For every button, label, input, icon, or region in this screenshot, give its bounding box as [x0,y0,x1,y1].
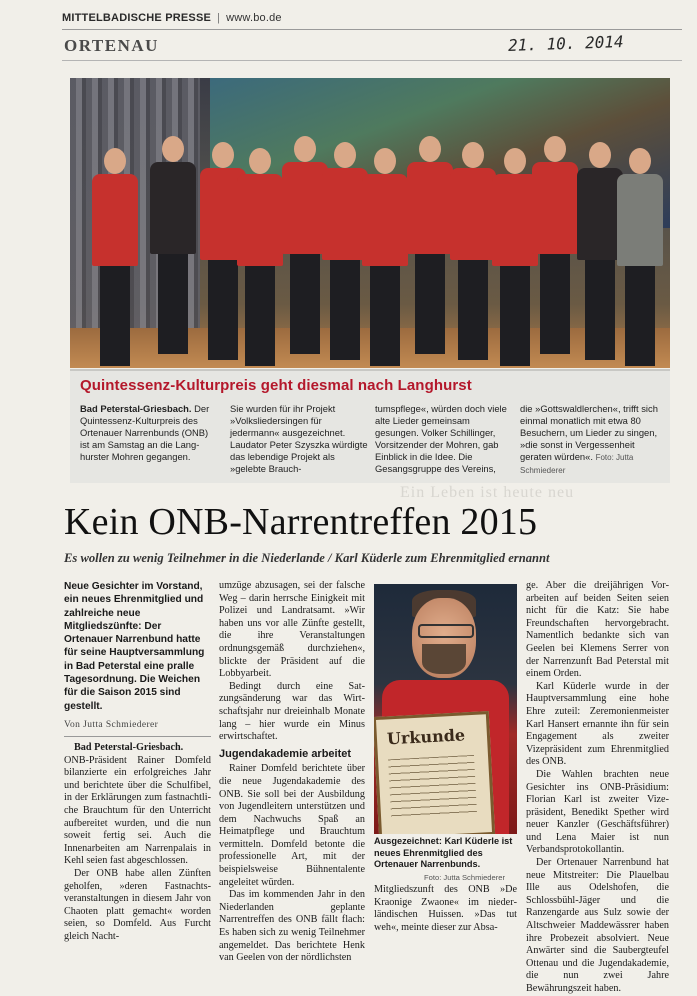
caption-column-1 [80,403,220,463]
person-legs [330,260,360,360]
bleed-through-text: Ein Leben ist heute neu [400,484,575,501]
certificate [374,711,495,834]
person-head [249,148,271,174]
masthead-separator: | [217,12,221,24]
person-legs [100,266,130,366]
caption-column-2: Sie wurden für ihr Projekt »Volksliedersingen für jedermann« ausgezeichnet. Laudator Peter Szyszka würdigte das lebendige Projekt als »gelebte Brauch- [230,403,368,475]
article-lead: Neue Gesichter im Vorstand, ein neues Ehrenmitglied und zahlreiche neue Mitgliedszünfte: Der Ortenauer Narrenbund hatte für seine Hauptversammlung in Bad Peterstal eine pralle Tagesordnung. Die Weichen für die Saison 2015 sind gestellt. [64,581,205,712]
article-subheading: Jugendakademie arbeitet [219,747,352,760]
person-legs [458,260,488,360]
handwritten-date: 21. 10. 2014 [507,31,624,56]
portrait-glasses [418,624,474,638]
certificate-text-lines [388,755,477,819]
person-legs [415,254,445,354]
caption-dateline: Bad Peterstal-Griesbach. [80,403,192,414]
caption-column-3: tumspflege«, würden doch viele alte Lieder gemeinsam gesungen. Volker Schillinger, Vorsitzender der Mohren, gab Einblick in die Idee. Die Gesangsgruppe des Vereins, [375,403,507,475]
caption-text-4: die »Gottswaldlerchen«, trifft sich einmal monatlich mit etwa 80 Besuchern, um Lieder zu singen, »die sonst in Vergessenheit geraten würden«. [520,403,658,463]
article-column-3 [374,884,517,934]
group-photo [70,78,670,368]
person-head [544,136,566,162]
person-head [589,142,611,168]
article-column-4 [526,580,669,996]
paragraph: Der Ortenauer Narrenbund hat neue Mitstreiter: Die Plauelbau Ille aus Odelshofen, die Schlossbühl-Jäger und die Ranzengarde aus Sulz sowie der Altschweier Maddewässrer haben ihre Probezeit absolviert. Neue Anwärter sind die Saubergteufel Ottenau und die Jugendakademie, die nun zwei Jahre Bewährungszeit haben. [526,857,669,994]
article-dateline: Bad Peterstal-Griesbach. [74,742,184,753]
paragraph: Mitgliedszunft des ONB »De Kraonige Zwaone« im niederländischen Huissen. »Das tut weh«, meinte dieser zur Absa- [374,884,517,933]
paragraph: ONB-Präsident Rainer Domfeld bilanzierte ein erfolgreiches Jahr und berichtete über die Schulfibel, in der Erklärungen zum fastnachtliche Brauchtum für den Unterricht aufbereitet wurden, und die nun soweit fertig sei. Auch die Innenarbeiten am Narrenpalais in Kehl seien fast abgeschlossen. [64,754,211,867]
paragraph: Der ONB habe allen Zünften geholfen, »deren Fastnachtsveranstaltungen in diesem Jahr von Chaoten platt gemacht« worden seien, so Domfeld. Aus Furcht gleich Nacht- [64,867,211,942]
person-head [419,136,441,162]
person-body [150,162,196,254]
person-legs [158,254,188,354]
newspaper-name: MITTELBADISCHE PRESSE [62,12,212,24]
person-head [504,148,526,174]
person-body [237,174,283,266]
paragraph: Karl Küderle wurde in der Hauptversammlung eine hohe Ehre zuteil: Zeremonienmeister Karl Hansert ernannte ihn für sein Engagement als zweiter Vizepräsident zum Ehrenmitglied des ONB. [526,680,669,768]
masthead-rule [62,29,682,30]
person-head [334,142,356,168]
person-body [92,174,138,266]
portrait-photo-credit: Foto: Jutta Schmiederer [424,873,506,882]
person-legs [625,266,655,366]
person-legs [370,266,400,366]
person-head [294,136,316,162]
portrait-beard [422,644,466,674]
article-column-1 [64,742,211,944]
article-column-2 [219,580,365,965]
paragraph: umzüge abzusagen, sei der falsche Weg – darin herrsche Einigkeit mit Polizei und Landratsamt. »Wir haben uns vor alle Zünfte gestellt, die ihre Veranstaltungen ordnungsgemäß durchziehen«, blickte der Präsident auf die Lobbyarbeit. [219,580,365,680]
paragraph: Das im kommenden Jahr in den Niederlanden geplante Narrentreffen des ONB fällt flach: Es haben sich zu wenig Teilnehmer angemeldet. Das berichtete Henk van Geelen von der nördlichsten [219,889,365,964]
article-subheadline: Es wollen zu wenig Teilnehmer in die Niederlande / Karl Küderle zum Ehrenmitglied ernannt [64,551,550,565]
certificate-title: Urkunde [386,725,466,749]
photo-caption-box [70,369,670,483]
author-rule [64,736,211,737]
person-legs [290,254,320,354]
section-rule [62,60,682,61]
paragraph: Bedingt durch eine Satzungsänderung war das Wirtschaftsjahr nur dreieinhalb Monate lang – hier wurde ein Minus erwirtschaftet. [219,680,365,743]
masthead [62,12,282,24]
caption-column-4 [520,403,660,478]
person-head [462,142,484,168]
person-legs [500,266,530,366]
person-legs [208,260,238,360]
person-body [617,174,663,266]
person-body [532,162,578,254]
newspaper-url: www.bo.de [226,12,282,24]
article-author: Von Jutta Schmiederer [64,720,159,730]
person-legs [585,260,615,360]
caption-text-1: Der Quintessenz-Kulturpreis des Ortenauer Narrenbunds (ONB) ist am Samstag an die Langhurster Mohren gegangen. [80,403,210,463]
person-body [362,174,408,266]
person-body [407,162,453,254]
person-legs [540,254,570,354]
paragraph: Die Wahlen brachten neue Gesichter ins ONB-Präsidium: Florian Karl ist zweiter Vizepräsident, Benedikt Spether wird neuer Kanzler (Geschäftsführer) und Lena Maier ist nun Verbandsprotokollantin. [526,768,669,856]
person-legs [245,266,275,366]
section-title: ORTENAU [64,36,159,55]
portrait-photo [374,584,517,834]
portrait-caption: Ausgezeichnet: Karl Küderle ist neues Ehrenmitglied des Ortenauer Narrenbunds. [374,836,513,869]
photo-caption-title: Quintessenz-Kulturpreis geht diesmal nach Langhurst [80,377,472,394]
person-head [104,148,126,174]
person-head [629,148,651,174]
person-body [450,168,496,260]
person-head [212,142,234,168]
paragraph: ge. Aber die dreijährigen Vorarbeiten auf beiden Seiten seien nicht für die Katz: Sie habe Freundschaften hervorgebracht. Namentlich bedankte sich van Geelen bei Klemens Serrer von der Narrenzunft Bad Peterstal mit einem Orden. [526,580,669,680]
person-head [162,136,184,162]
paragraph: Rainer Domfeld berichtete über die neue Jugendakademie des ONB. Sie soll bei der Ausbildung von Jugendleitern unterstützen und dem Nachwuchs Spaß an Heimatpflege und Brauchtum vermitteln. Domfeld betonte die professionelle Art, mit der beispielsweise Bühnentalente angeleitet würden. [219,763,365,888]
person-head [374,148,396,174]
article-headline: Kein ONB-Narrentreffen 2015 [64,501,538,543]
caption-photo-credit: Foto: Jutta Schmiederer [520,453,634,476]
